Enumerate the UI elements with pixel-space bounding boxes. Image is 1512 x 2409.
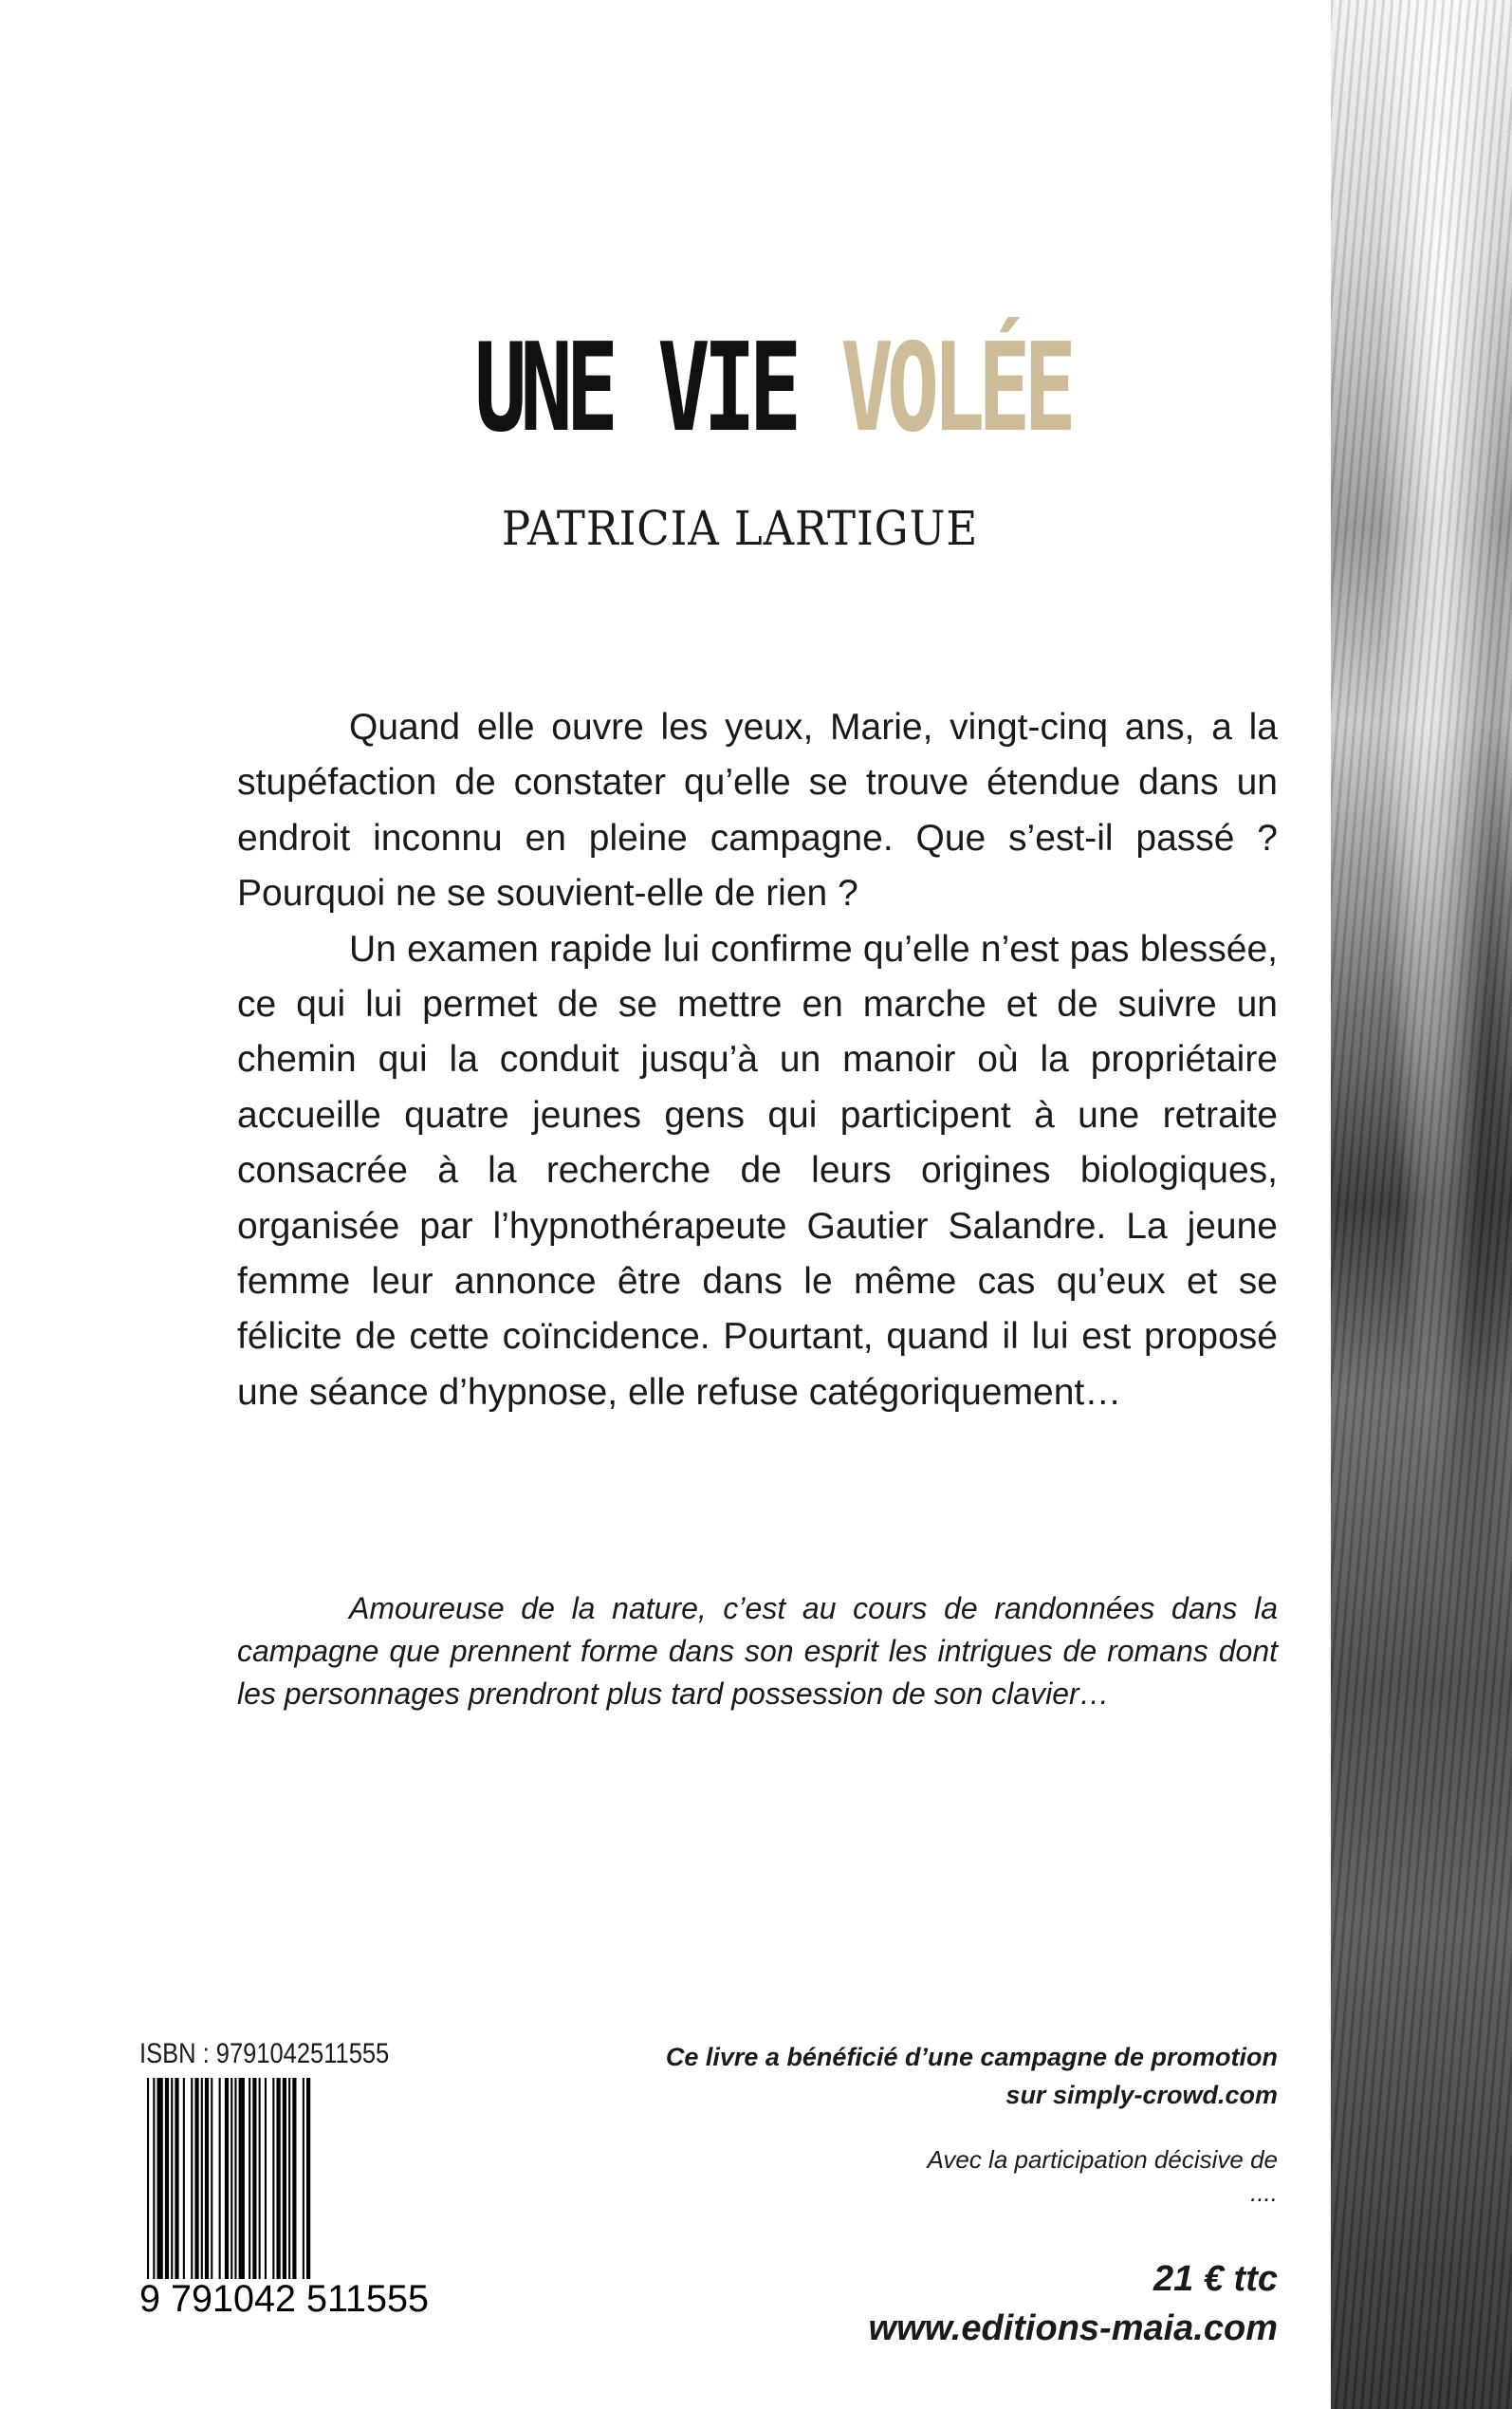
publisher-info [666,2038,1278,2353]
barcode-digits: 9 791042 511555 [139,2278,429,2315]
synopsis-paragraph: Quand elle ouvre les yeux, Marie, vingt-cinq ans, a la stupéfaction de constater qu’elle se trouve étendue dans un endroit inconnu en pleine campagne. Que s’est-il passé ? Pourquoi ne se souvient-elle de rien ? [237,707,1278,915]
promo-line-2: sur simply-crowd.com [1005,2081,1278,2109]
title-part-2: VOLÉE [840,318,1070,459]
synopsis [237,700,1278,1420]
book-title [474,318,1070,459]
participation-label: Avec la participation décisive de [927,2145,1278,2174]
publisher-website: www.editions-maia.com [868,2308,1278,2348]
author-bio [237,1587,1278,1715]
title-part-1: UNE VIE [474,318,795,459]
synopsis-paragraph: Un examen rapide lui confirme qu’elle n’est pas blessée, ce qui lui permet de se mettre en marche et de suivre un chemin qui la conduit jusqu’à un manoir où la propriétaire accueille quatre jeunes gens qui participent à une retraite consacrée à la recherche de leurs origines biologiques, organisée par l’hypnothérapeute Gautier Salandre. La jeune femme leur annonce être dans le même cas qu’eux et se félicite de cette coïncidence. Pourtant, quand il lui est proposé une séance d’hypnose, elle refuse catégoriquement… [237,928,1278,1413]
barcode [139,2078,433,2315]
isbn-label: ISBN : 9791042511555 [139,2038,390,2069]
author-name: PATRICIA LARTIGUE [501,501,979,556]
price: 21 € ttc [1153,2259,1278,2299]
participation-name: .... [1250,2178,1278,2207]
promo-line-1: Ce livre a bénéficié d’une campagne de promotion [665,2043,1278,2071]
cover-photo-strip [1331,0,1512,2409]
author-bio-text: Amoureuse de la nature, c’est au cours de randonnées dans la campagne que prennent forme dans son esprit les intrigues de romans dont les personnages prendront plus tard possession de son clavier… [237,1591,1278,1711]
